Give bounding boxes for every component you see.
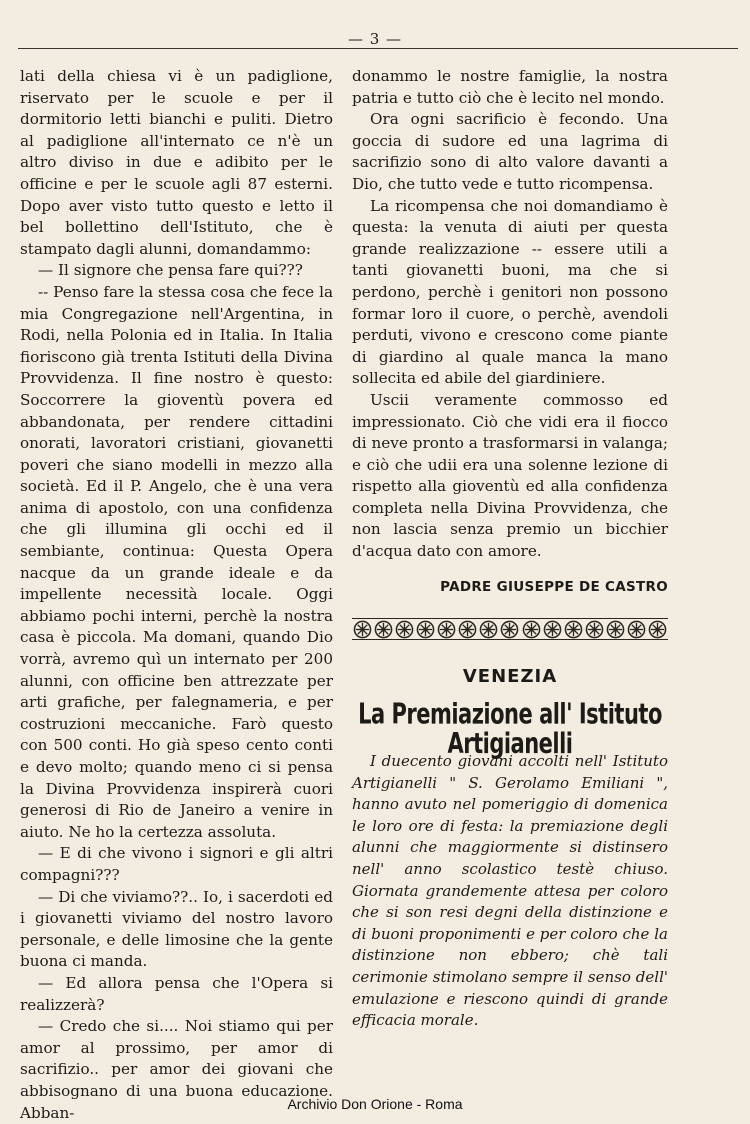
paragraph: — Credo che si.... Noi stiamo qui per amor al prossimo, per amor di sacrifizio.. per amor dei giovani che abbisognano di una buona educazione. Abban- bbox=[20, 1017, 333, 1122]
section-heading: VENEZIA bbox=[462, 666, 558, 688]
rosette-ornament-icon bbox=[479, 620, 498, 639]
paragraph: Uscii veramente commosso ed impressionato. Ciò che vidi era il fiocco di neve pronto a trasformarsi in valanga; e ciò che udii era una solenne lezione di rispetto alla gioventù ed alla confidenza completa nella Divina Provvidenza, che non lascia senza premio un bicchier d'acqua dato con amore. bbox=[352, 390, 668, 561]
paragraph: — Di che viviamo??.. Io, i sacerdoti ed i giovanetti viviamo del nostro lavoro personale, e delle limosine che la gente buona ci manda. bbox=[20, 887, 333, 971]
paragraph: donammo le nostre famiglie, la nostra patria e tutto ciò che è lecito nel mondo. bbox=[352, 67, 668, 107]
paragraph: Ora ogni sacrificio è fecondo. Una goccia di sudore ed una lagrima di sacrifizio sono di alto valore davanti a Dio, che tutto vede e tutto ricompensa. bbox=[352, 110, 668, 193]
rosette-ornament-icon bbox=[543, 620, 562, 639]
rosette-ornament-icon bbox=[627, 620, 646, 639]
rosette-ornament-icon bbox=[606, 620, 625, 639]
paragraph: lati della chiesa vi è un padiglione, riservato per le scuole e per il dormitorio letti bianchi e puliti. Dietro al padiglione all'internato ce n'è un altro diviso in due e adibito per le officine e per le scuole agli 87 esterni. Dopo aver visto tutto questo e letto il bel bollettino dell'Istituto, che è stampato dagli alunni, domandammo: bbox=[20, 67, 333, 258]
author-signature: PADRE GIUSEPPE DE CASTRO bbox=[440, 578, 668, 595]
paragraph: — Ed allora pensa che l'Opera si realizzerà? bbox=[20, 973, 333, 1014]
rosette-ornament-icon bbox=[585, 620, 604, 639]
paragraph: -- Penso fare la stessa cosa che fece la mia Congregazione nell'Argentina, in Rodi, nella Polonia ed in Italia. In Italia fioriscono già trenta Istituti della Divina Provvidenza. Il fine nostro è questo: Soccorrere la gioventù povera ed abbandonata, per rendere cittadini onorati, lavoratori cristiani, giovanetti poveri che siano modelli in mezzo alla società. Ed il P. Angelo, che è una vera anima di apostolo, con una confidenza che gli illumina gli occhi ed il sembiante, continua: Questa Opera nacque da un grande ideale e da impellente necessità locale. Oggi abbiamo pochi interni, perchè la nostra casa è piccola. Ma domani, quando Dio vorrà, avremo quì un internato per 200 alunni, con officine ben attrezzate per arti grafiche, per falegnameria, e per costruzioni meccaniche. Farò questo con 500 conti. Ho già speso cento conti e devo molto; quando meno ci si pensa la Divina Provvidenza inspirerà cuori generosi di Rio de Janeiro a venire in aiuto. Ne ho la certezza assoluta. bbox=[20, 282, 333, 841]
rosette-ornament-icon bbox=[416, 620, 435, 639]
rosette-ornament-icon bbox=[437, 620, 456, 639]
paragraph: — Il signore che pensa fare qui??? bbox=[38, 261, 303, 280]
article-body: I duecento giovani accolti nell' Istituto Artigianelli " S. Gerolamo Emiliani ", hanno avuto nel pomeriggio di domenica le loro ore di festa: la premiazione degli alunni che maggiormente si distinsero nell' anno scolastico testè chiuso. Giornata grandemente attesa per coloro che si son resi degni della distinzione e di buoni proponimenti e per coloro che la distinzione non ebbero; chè tali cerimonie stimolano sempre il senso dell' emulazione e riescono quindi di grande efficacia morale. bbox=[352, 752, 668, 1030]
right-column bbox=[352, 66, 668, 1032]
paragraph: La ricompensa che noi domandiamo è questa: la venuta di aiuti per questa grande realizzazione -- essere utili a tanti giovanetti buoni, ma che si perdono, perchè i genitori non possono formar loro il cuore, o perchè, avendoli perduti, vivono e crescono come piante di giardino al quale manca la mano sollecita ed abile del giardiniere. bbox=[352, 196, 668, 388]
rosette-ornament-icon bbox=[374, 620, 393, 639]
left-column bbox=[20, 66, 333, 1124]
ornamental-divider bbox=[352, 618, 668, 640]
rosette-ornament-icon bbox=[500, 620, 519, 639]
archive-footer: Archivio Don Orione - Roma bbox=[287, 1096, 463, 1112]
rosette-ornament-icon bbox=[395, 620, 414, 639]
rosette-ornament-icon bbox=[353, 620, 372, 639]
page-number: — 3 — bbox=[347, 30, 403, 48]
rosette-ornament-icon bbox=[522, 620, 541, 639]
paragraph: — E di che vivono i signori e gli altri compagni??? bbox=[20, 844, 333, 884]
rosette-ornament-icon bbox=[564, 620, 583, 639]
article-title: La Premiazione all' Istituto Artigianelli bbox=[358, 697, 662, 760]
rosette-ornament-icon bbox=[648, 620, 667, 639]
header-rule bbox=[18, 48, 738, 49]
rosette-ornament-icon bbox=[458, 620, 477, 639]
